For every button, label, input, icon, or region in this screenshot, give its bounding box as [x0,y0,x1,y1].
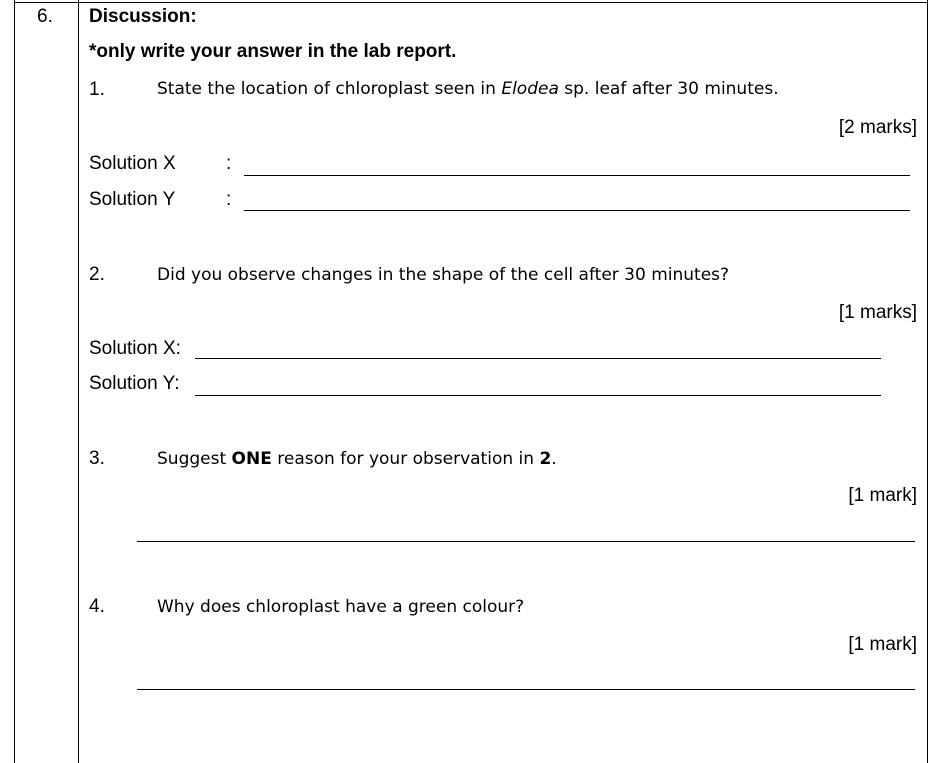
question-3-emphasis-one: ONE [231,449,272,469]
question-1-number: 1. [89,79,105,100]
table-border-top [14,2,928,3]
question-2-text: Did you observe changes in the shape of the cell after 30 minutes? [157,265,730,285]
question-1-text: State the location of chloroplast seen in Elodea sp. leaf after 30 minutes. [157,79,779,99]
q2-solution-x-label: Solution X: [89,338,181,359]
question-2-number: 2. [89,264,105,285]
q1-solution-x-answer-line[interactable] [244,175,910,176]
question-3-number: 3. [89,448,105,469]
question-4-text: Why does chloroplast have a green colour? [157,597,525,617]
question-3-emphasis-ref: 2 [539,449,552,469]
question-4-number: 4. [89,596,105,617]
q2-solution-x-answer-line[interactable] [195,358,881,359]
q1-solution-y-separator: : [226,189,232,210]
table-column-divider [78,0,79,763]
q2-solution-y-answer-line[interactable] [195,395,881,396]
question-4-marks: [1 mark] [848,634,917,655]
table-border-right [927,0,928,763]
q2-solution-y-label: Solution Y: [89,373,180,394]
question-3-text: Suggest ONE reason for your observation in 2. [157,449,557,469]
q1-solution-y-answer-line[interactable] [244,210,910,211]
q4-answer-line[interactable] [137,689,915,690]
question-2-marks: [1 marks] [838,302,917,323]
section-number: 6. [37,6,53,27]
section-note: *only write your answer in the lab report. [89,41,457,62]
q1-solution-y-label: Solution Y [89,189,176,210]
section-title: Discussion: [89,6,197,27]
question-1-marks: [2 marks] [838,117,917,138]
question-1-species: Elodea [501,79,559,99]
q3-answer-line[interactable] [137,541,915,542]
q1-solution-x-label: Solution X [89,153,176,174]
table-border-left [14,0,15,763]
question-3-marks: [1 mark] [848,485,917,506]
q1-solution-x-separator: : [226,153,232,174]
